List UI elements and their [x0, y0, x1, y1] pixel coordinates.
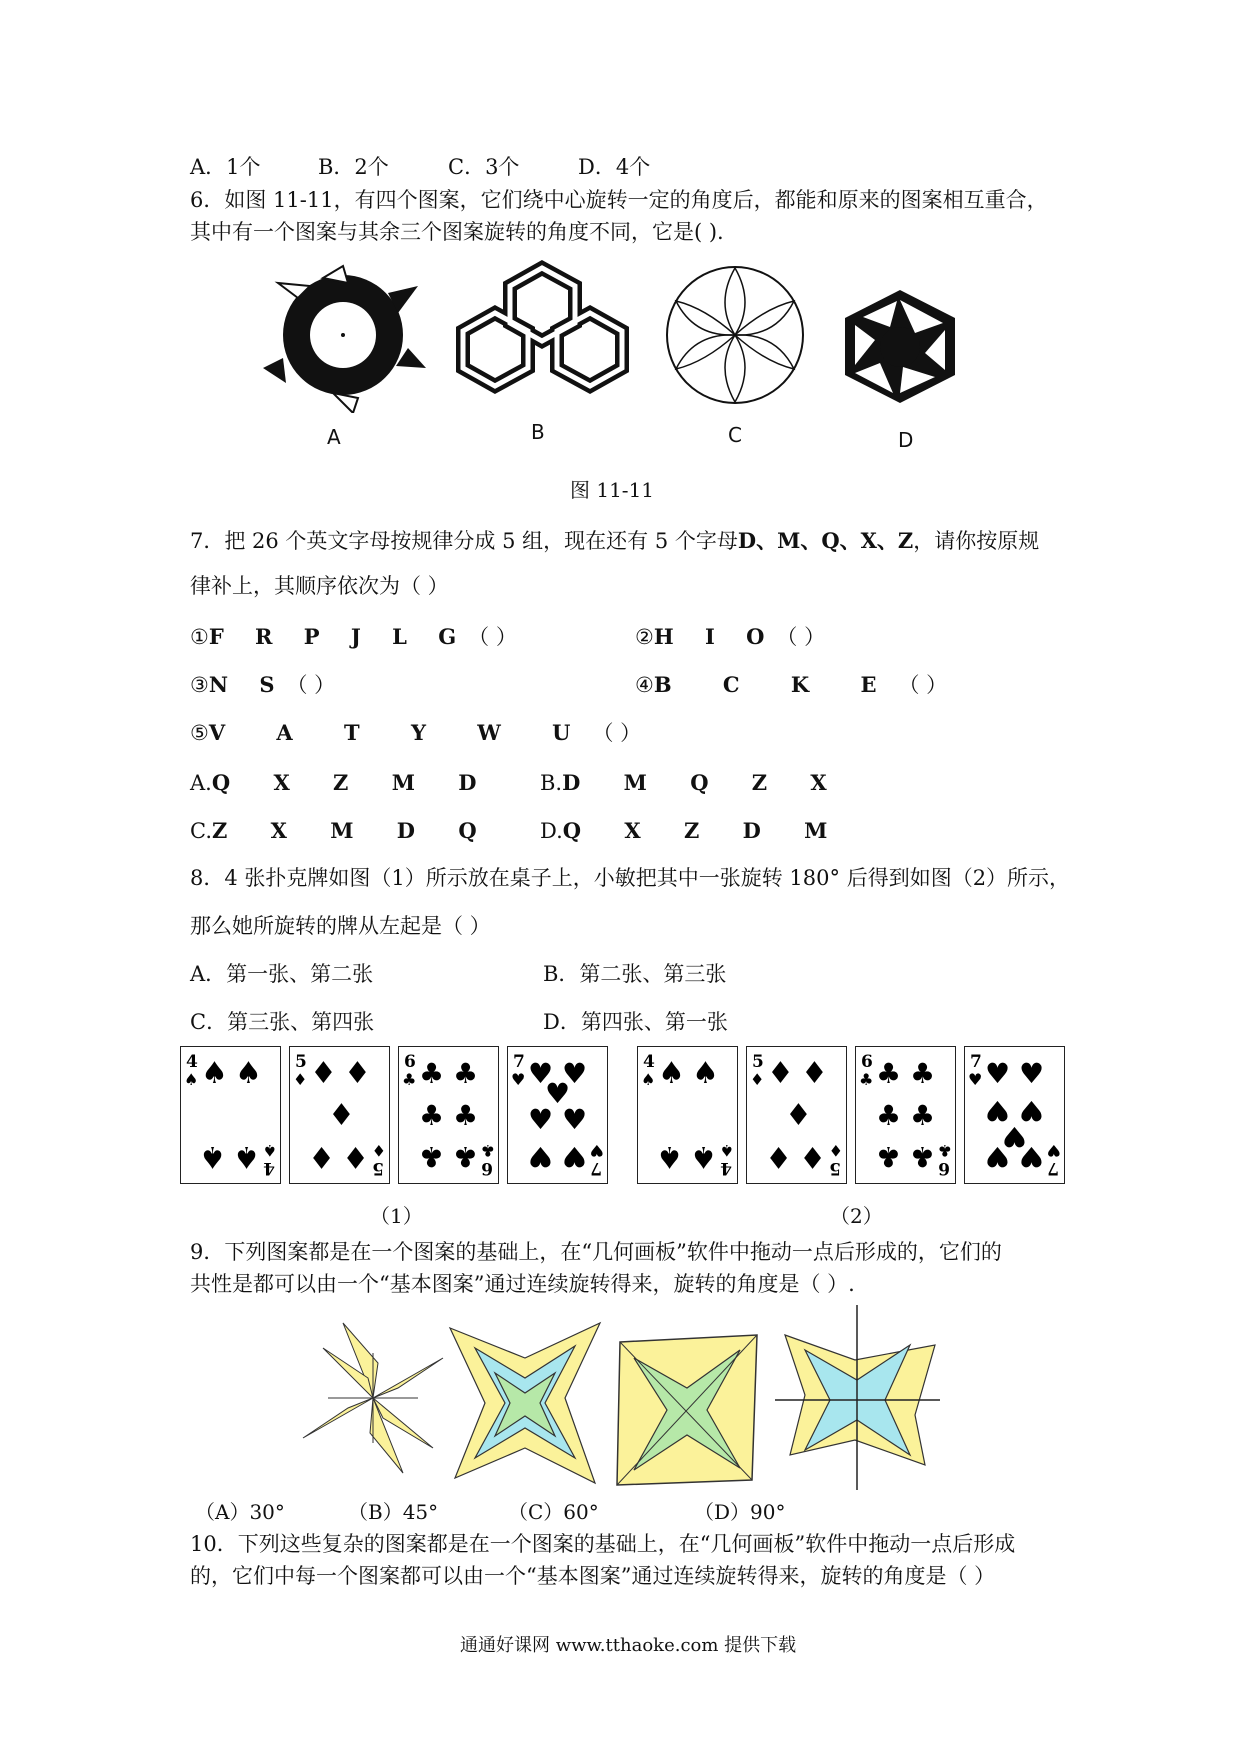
- fig-label-b: B: [531, 420, 545, 444]
- card-pip: ♦: [799, 1139, 826, 1174]
- q8-option-b: B．第二张、第三张: [543, 962, 727, 986]
- option-key: B.: [540, 771, 563, 795]
- card-pip: ♣: [875, 1140, 901, 1173]
- card-fig1-3: [398, 1046, 499, 1184]
- q10-stem-line2: 的，它们中每一个图案都可以由一个“基本图案”通过连续旋转得来，旋转的角度是（ ）: [190, 1564, 996, 1588]
- card-pip: ♥: [1018, 1140, 1044, 1173]
- q8-option-c: C．第三张、第四张: [190, 1010, 375, 1034]
- card-pip: ♥: [1018, 1094, 1044, 1127]
- option-key: C.: [190, 819, 212, 843]
- q8-stem-line2: 那么她所旋转的牌从左起是（ ）: [190, 914, 491, 938]
- card-pip: ♦: [342, 1139, 369, 1174]
- card-pip: ♣: [419, 1057, 445, 1090]
- card-suit: ♣: [859, 1070, 874, 1089]
- group-number: ④: [635, 673, 654, 697]
- fig-11-11-a-circular-arrows: [258, 258, 428, 413]
- card-fig2-2: [746, 1046, 847, 1184]
- q7-stem-pre: 7．把 26 个英文字母按规律分成 5 组，现在还有 5 个字母: [190, 529, 738, 553]
- card-rank: 4: [720, 1158, 732, 1178]
- card-pip: ♠: [690, 1139, 717, 1174]
- card-suit: ♠: [184, 1070, 199, 1089]
- card-pip: ♥: [1001, 1120, 1027, 1153]
- card-pip: ♦: [310, 1056, 337, 1091]
- card-rank: 5: [295, 1052, 307, 1072]
- q9-option-c: （C）60°: [508, 1500, 599, 1524]
- card-pip: ♣: [453, 1057, 479, 1090]
- cards-fig1-label: （1）: [370, 1204, 423, 1228]
- group-letters: B C K E: [653, 672, 899, 697]
- page-footer: 通通好课网 www.tthaoke.com 提供下载: [460, 1635, 797, 1656]
- q6-stem-line1: 6．如图 11-11，有四个图案，它们绕中心旋转一定的角度后，都能和原来的图案相互重合，: [190, 188, 1048, 212]
- group-blank: （ ）: [592, 721, 642, 745]
- card-pip: ♥: [562, 1057, 588, 1090]
- card-rank: 6: [404, 1052, 416, 1072]
- q7-group-3: [190, 674, 335, 696]
- q5-option-d: D．4个: [578, 155, 651, 179]
- card-pip: ♥: [528, 1057, 554, 1090]
- card-rank: 5: [829, 1158, 841, 1178]
- card-pip: ♥: [561, 1140, 587, 1173]
- card-suit: ♥: [968, 1070, 983, 1089]
- group-letters: N S: [208, 672, 287, 697]
- q9-stem-line2: 共性是都可以由一个“基本图案”通过连续旋转得来，旋转的角度是（ ）.: [190, 1272, 855, 1296]
- card-pip: ♠: [233, 1139, 260, 1174]
- card-pip: ♥: [562, 1103, 588, 1136]
- group-number: ③: [190, 673, 209, 697]
- fig-11-11-d-aperture-hexagon: [835, 285, 965, 405]
- fig-11-11-c-flower-circle: [660, 258, 810, 413]
- card-rank: 6: [861, 1052, 873, 1072]
- q7-option-c: [190, 820, 495, 842]
- q5-option-c: C．3个: [448, 155, 520, 179]
- card-rank: 7: [590, 1158, 602, 1178]
- q8-option-d: D．第四张、第一张: [543, 1010, 728, 1034]
- q7-stem-line1: [190, 530, 1039, 552]
- option-key: A.: [190, 771, 212, 795]
- group-letters: V A T Y W U: [208, 720, 593, 745]
- group-letters: F R P J L G: [208, 624, 469, 649]
- group-blank: （ ）: [898, 673, 948, 697]
- q9-fig-d-cross-star: [775, 1305, 940, 1490]
- q7-stem-post: ，请你按原规: [913, 529, 1040, 553]
- card-suit: ♥: [589, 1141, 604, 1160]
- card-suit: ♠: [641, 1070, 656, 1089]
- group-number: ⑤: [190, 721, 209, 745]
- fig-11-11-b-hexagon-knot: [455, 258, 630, 413]
- card-suit: ♦: [293, 1070, 308, 1089]
- card-pip: ♥: [984, 1140, 1010, 1173]
- q7-stem-letters: D、M、Q、X、Z: [737, 528, 914, 553]
- card-pip: ♣: [452, 1140, 478, 1173]
- q7-option-b: [540, 772, 845, 794]
- card-rank: 5: [752, 1052, 764, 1072]
- q9-option-d: （D）90°: [694, 1500, 786, 1524]
- card-rank: 4: [263, 1158, 275, 1178]
- card-pip: ♠: [199, 1139, 226, 1174]
- card-pip: ♠: [656, 1139, 683, 1174]
- group-letters: H I O: [653, 624, 777, 649]
- q6-stem-line2: 其中有一个图案与其余三个图案旋转的角度不同，它是( ).: [190, 220, 724, 244]
- q9-option-b: （B）45°: [348, 1500, 439, 1524]
- card-pip: ♣: [910, 1099, 936, 1132]
- card-pip: ♠: [235, 1056, 262, 1091]
- card-suit: ♦: [828, 1141, 843, 1160]
- group-blank: （ ）: [776, 625, 826, 649]
- card-rank: 6: [938, 1158, 950, 1178]
- card-pip: ♦: [344, 1056, 371, 1091]
- card-pip: ♥: [528, 1103, 554, 1136]
- card-pip: ♣: [876, 1057, 902, 1090]
- q7-option-a: [190, 772, 494, 794]
- fig-11-11-caption: 图 11-11: [570, 478, 655, 502]
- cards-fig2-label: （2）: [830, 1204, 883, 1228]
- option-value: Q X Z M D: [211, 770, 495, 795]
- card-pip: ♥: [527, 1140, 553, 1173]
- card-pip: ♣: [876, 1099, 902, 1132]
- q10-stem-line1: 10．下列这些复杂的图案都是在一个图案的基础上，在“几何画板”软件中拖动一点后形成: [190, 1532, 1016, 1556]
- card-pip: ♣: [419, 1099, 445, 1132]
- group-number: ②: [635, 625, 654, 649]
- q7-group-5: [190, 722, 641, 744]
- q9-stem-line1: 9．下列图案都是在一个图案的基础上，在“几何画板”软件中拖动一点后形成的，它们的: [190, 1240, 1002, 1264]
- q8-stem-line1: 8．4 张扑克牌如图（1）所示放在桌子上，小敏把其中一张旋转 180° 后得到如图（2）所示，: [190, 866, 1071, 890]
- card-pip: ♥: [985, 1057, 1011, 1090]
- card-pip: ♦: [801, 1056, 828, 1091]
- card-rank: 4: [186, 1052, 198, 1072]
- card-suit: ♥: [511, 1070, 526, 1089]
- card-pip: ♦: [328, 1098, 355, 1133]
- card-fig1-1: [180, 1046, 281, 1184]
- card-fig1-2: [289, 1046, 390, 1184]
- card-pip: ♣: [909, 1140, 935, 1173]
- q9-fig-b-star: [445, 1318, 605, 1488]
- option-key: D.: [540, 819, 563, 843]
- card-pip: ♥: [984, 1094, 1010, 1127]
- fig-label-d: D: [898, 428, 914, 452]
- card-rank: 7: [513, 1052, 525, 1072]
- card-suit: ♣: [480, 1141, 495, 1160]
- q7-option-d: [540, 820, 845, 842]
- q5-option-a: A．1个: [190, 155, 261, 179]
- card-suit: ♠: [719, 1141, 734, 1160]
- card-suit: ♦: [750, 1070, 765, 1089]
- card-pip: ♦: [765, 1139, 792, 1174]
- card-rank: 4: [643, 1052, 655, 1072]
- q8-option-a: A．第一张、第二张: [190, 962, 374, 986]
- card-pip: ♣: [418, 1140, 444, 1173]
- card-fig2-4: [964, 1046, 1065, 1184]
- q7-group-2: [635, 626, 825, 648]
- q7-group-4: [635, 674, 947, 696]
- card-pip: ♣: [910, 1057, 936, 1090]
- q9-option-a: （A）30°: [195, 1500, 285, 1524]
- card-pip: ♠: [692, 1056, 719, 1091]
- q7-stem-line2: 律补上，其顺序依次为（ ）: [190, 574, 449, 598]
- group-blank: （ ）: [468, 625, 517, 649]
- card-fig2-3: [855, 1046, 956, 1184]
- card-pip: ♠: [201, 1056, 228, 1091]
- card-fig1-4: [507, 1046, 608, 1184]
- q9-fig-a-pinwheel: [298, 1318, 448, 1478]
- q7-group-1: [190, 626, 517, 648]
- card-pip: ♦: [785, 1098, 812, 1133]
- card-pip: ♥: [545, 1077, 571, 1110]
- card-fig2-1: [637, 1046, 738, 1184]
- card-suit: ♥: [1046, 1141, 1061, 1160]
- card-suit: ♣: [402, 1070, 417, 1089]
- card-suit: ♦: [371, 1141, 386, 1160]
- option-value: D M Q Z X: [562, 770, 845, 795]
- card-rank: 5: [372, 1158, 384, 1178]
- card-pip: ♠: [658, 1056, 685, 1091]
- option-value: Z X M D Q: [212, 818, 495, 843]
- card-pip: ♥: [1019, 1057, 1045, 1090]
- q5-option-b: B．2个: [318, 155, 389, 179]
- card-suit: ♣: [937, 1141, 952, 1160]
- group-blank: （ ）: [286, 673, 336, 697]
- card-rank: 7: [1047, 1158, 1059, 1178]
- card-pip: ♦: [308, 1139, 335, 1174]
- group-number: ①: [190, 625, 209, 649]
- card-pip: ♦: [767, 1056, 794, 1091]
- card-suit: ♠: [262, 1141, 277, 1160]
- q9-fig-c-square-star: [612, 1330, 762, 1490]
- card-rank: 6: [481, 1158, 493, 1178]
- fig-label-c: C: [728, 423, 742, 447]
- card-pip: ♣: [453, 1099, 479, 1132]
- fig-label-a: A: [327, 425, 341, 449]
- card-rank: 7: [970, 1052, 982, 1072]
- option-value: Q X Z D M: [562, 818, 846, 843]
